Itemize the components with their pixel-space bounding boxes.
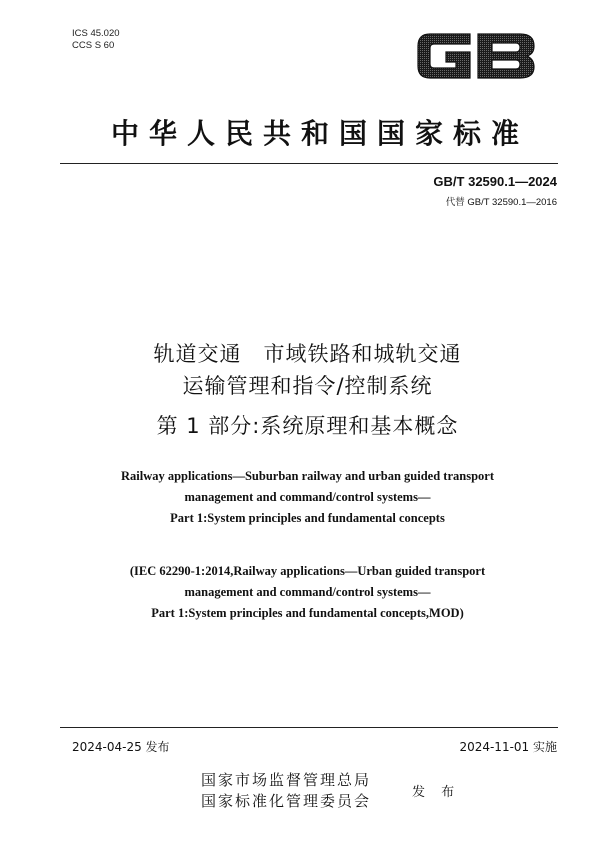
standard-number: GB/T 32590.1—2024 xyxy=(433,174,557,189)
title-cn-line-3: 第 1 部分:系统原理和基本概念 xyxy=(156,414,459,438)
ics-code: ICS 45.020 xyxy=(72,28,120,39)
gb-logo xyxy=(412,26,540,86)
title-en-line-2: management and command/control systems— xyxy=(184,490,431,504)
reference-line-1: (IEC 62290-1:2014,Railway applications—Urban guided transport xyxy=(129,564,486,578)
bottom-divider xyxy=(60,727,558,728)
replaces-standard: 代替 GB/T 32590.1—2016 xyxy=(445,197,557,208)
title-cn-line-2: 运输管理和指令/控制系统 xyxy=(182,374,433,398)
issuer-sac: 国家标准化管理委员会 xyxy=(201,792,372,810)
issue-date: 2024-04-25 发布 xyxy=(72,740,170,754)
reference-line-2: management and command/control systems— xyxy=(184,585,431,599)
title-cn-line-1: 轨道交通 市域铁路和城轨交通 xyxy=(153,342,462,366)
reference-line-3: Part 1:System principles and fundamental concepts,MOD) xyxy=(151,606,464,620)
top-divider xyxy=(60,163,558,164)
classification-codes xyxy=(72,28,120,52)
ccs-code: CCS S 60 xyxy=(72,40,115,51)
title-en-line-3: Part 1:System principles and fundamental concepts xyxy=(170,511,445,525)
issuer-samr: 国家市场监督管理总局 xyxy=(201,771,372,789)
title-en-line-1: Railway applications—Suburban railway and urban guided transport xyxy=(120,469,494,483)
publish-label: 发 布 xyxy=(412,785,461,800)
national-standard-heading: 中华人民共和国国家标准 xyxy=(110,117,529,150)
effective-date: 2024-11-01 实施 xyxy=(459,740,557,754)
